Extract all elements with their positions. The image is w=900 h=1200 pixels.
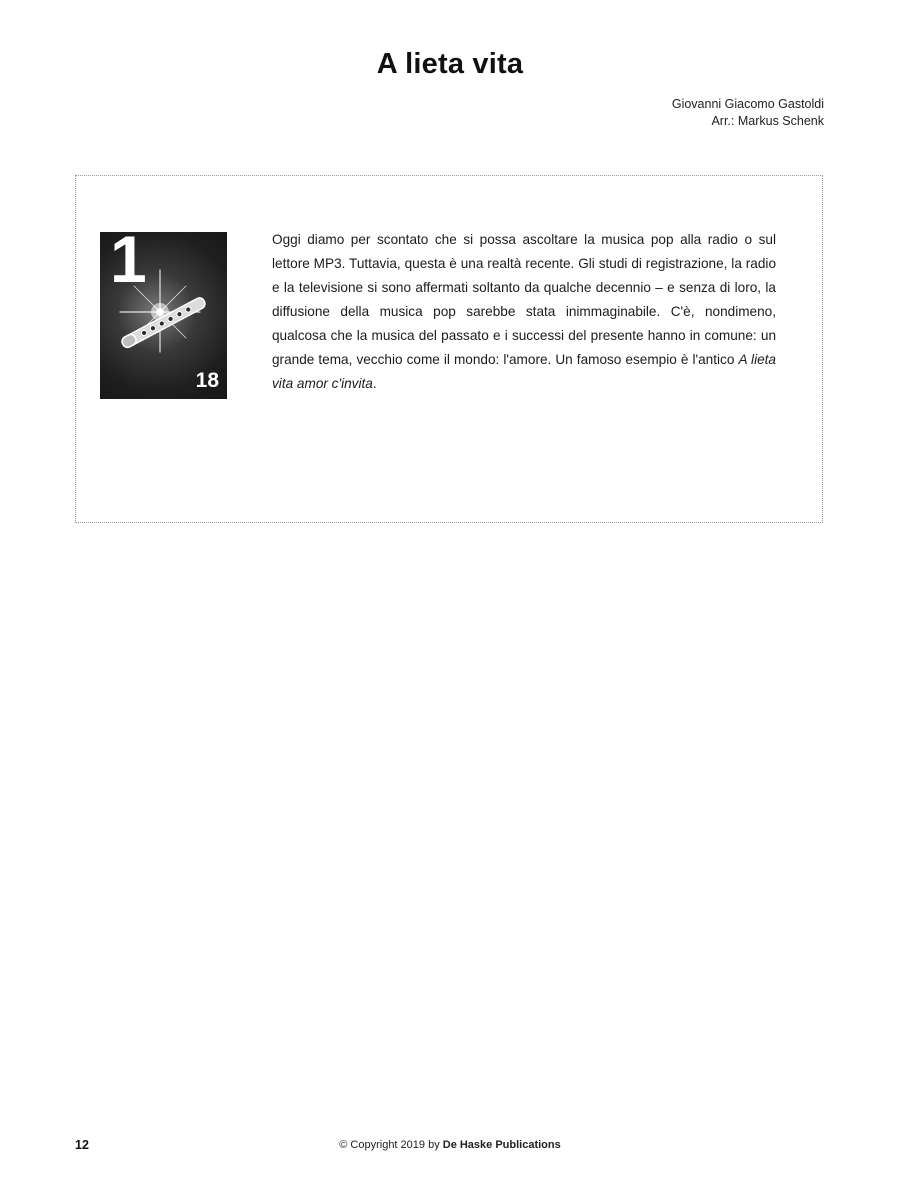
intro-text: Oggi diamo per scontato che si possa ascoltare la musica pop alla radio o sul lettore MP3. Tuttavia, questa è una realtà recente. Gli studi di registrazione, la radio e la televisione si sono affermati soltanto da qualche decennio – e senza di loro, la diffusione della musica pop sarebbe stata inimmaginabile. C'è, nondimeno, qualcosa che la musica del passato e i successi del presente hanno in comune: un grande tema, vecchio come il mondo: l'amore. Un famoso esempio è l'antico [272,232,776,367]
copyright [0,1139,900,1151]
track-number: 18 [195,369,219,392]
level-number: 1 [110,232,147,296]
copyright-prefix: © Copyright 2019 by [339,1139,443,1151]
track-badge [100,232,227,399]
composer: Giovanni Giacomo Gastoldi [671,97,824,111]
intro-text-end: . [372,376,377,391]
credits [672,96,824,130]
page-number: 12 [75,1138,89,1152]
page-title: A lieta vita [376,48,524,80]
intro-italic-title: A lieta vita amor c'invita [272,352,776,391]
arranger: Arr.: Markus Schenk [711,114,824,128]
publisher-name: De Haske Publications [442,1139,561,1151]
info-box [75,175,823,523]
intro-paragraph [272,228,776,396]
